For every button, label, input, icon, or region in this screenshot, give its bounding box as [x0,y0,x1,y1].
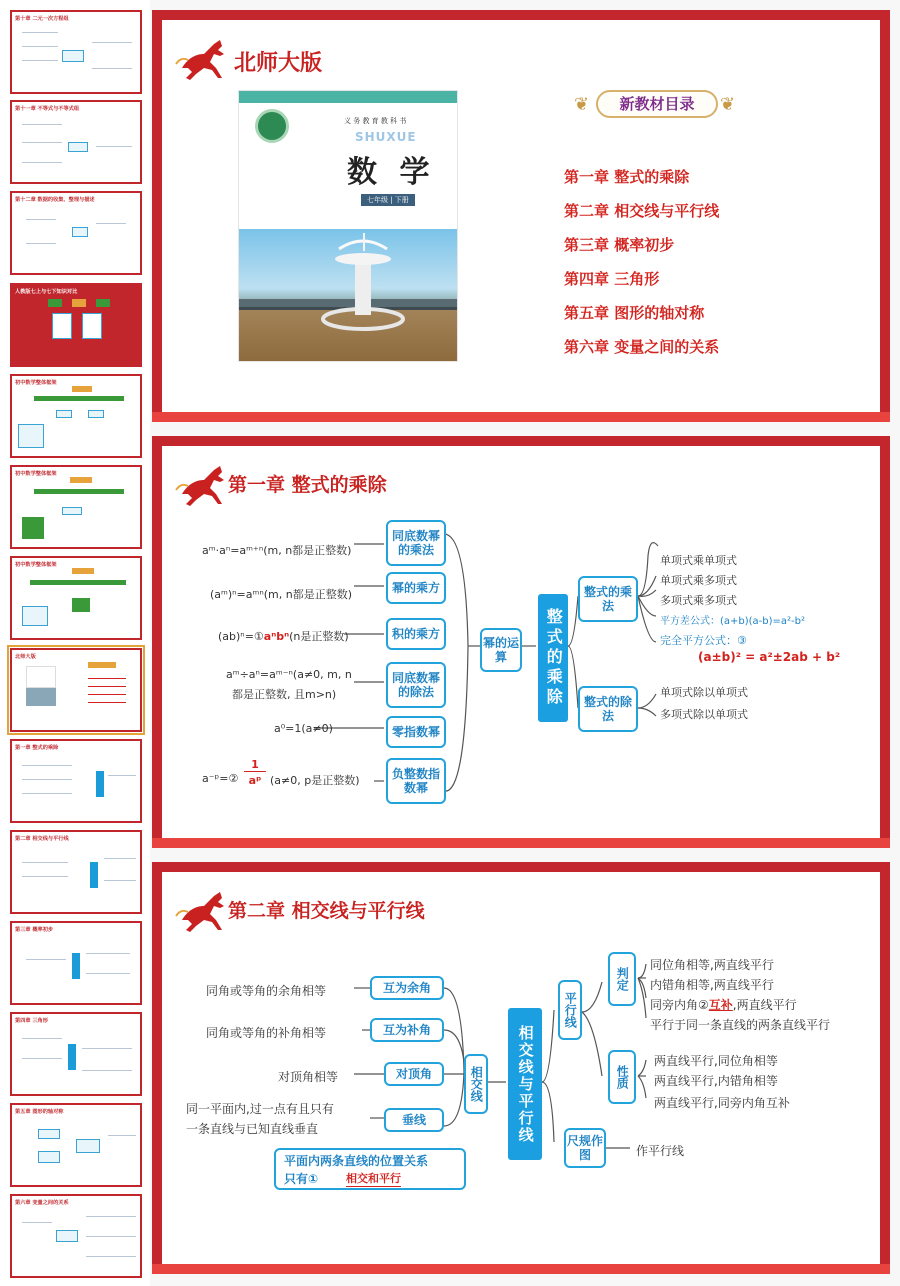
judge-item-3-suffix: ,两直线平行 [732,998,797,1012]
mult-item-perfect-square: 完全平方公式：③ [660,634,747,647]
thumbnail-line [88,678,126,679]
chapter-item[interactable]: 第六章 变量之间的关系 [564,338,720,356]
thumbnail-box [38,1129,60,1139]
thumbnail-box [88,410,104,418]
thumbnail-line [96,223,126,224]
judge-item-2: 内错角相等,两直线平行 [650,978,774,992]
thumbnail-line [22,793,72,794]
thumbnail-line [22,765,72,766]
thumbnail-box [18,424,44,448]
slide-canvas [162,20,880,412]
node-polynomial-multiplication[interactable]: 整式的乘法 [578,576,638,622]
thumbnail-title: 初中数学整体框架 [15,380,57,386]
thumbnail-tag [96,299,110,307]
node-power-operations[interactable]: 幂的运算 [480,628,522,672]
thumbnail-title: 人教版七上与七下知识对比 [15,289,78,295]
thumbnail-tag [72,386,92,392]
slide-thumbnail-4[interactable] [10,283,142,367]
node-same-base-multiply[interactable]: 同底数幂的乘法 [386,520,446,566]
bottom-note-line1: 平面内两条直线的位置关系 [284,1154,429,1168]
thumbnail-line [108,1135,136,1136]
judge-item-3 [650,996,797,1013]
note-supplement-angles: 同角或等角的补角相等 [206,1026,327,1040]
answer-2-supplementary: 互补 [708,998,733,1012]
slide-canvas [162,872,880,1264]
textbook-cover [238,90,458,362]
chapter-list [564,160,719,364]
thumbnail-title: 初中数学整体框架 [15,471,57,477]
thumbnail-book [52,313,72,339]
rule-power-of-product-prefix [218,628,349,644]
thumbnail-line [26,243,56,244]
node-intersecting-lines[interactable]: 相交线 [464,1054,488,1114]
slide-thumbnail-8-selected[interactable] [10,648,142,732]
thumbnail-title: 初中数学整体框架 [15,562,57,568]
thumbnail-line [108,775,136,776]
slide-thumbnail-7[interactable] [10,556,142,640]
thumbnail-line [22,46,58,47]
node-perpendicular[interactable]: 垂线 [384,1108,444,1132]
slide-chapter1-mindmap[interactable] [152,436,890,848]
chapter-item[interactable]: 第四章 三角形 [564,270,660,288]
thumbnail-tag [88,662,116,668]
node-negative-exponent[interactable]: 负整数指数幂 [386,758,446,804]
mult-item-1: 单项式乘单项式 [660,554,737,567]
note-vertical-angles: 对顶角相等 [278,1070,339,1084]
thumbnail-box [68,142,88,152]
thumbnail-bar [30,580,126,585]
mult-item-3: 多项式乘多项式 [660,594,737,607]
bridge-illustration [239,229,457,363]
thumbnail-line [92,68,132,69]
rule-negative-exponent-suffix: (a≠0, p是正整数) [270,774,360,787]
thumbnail-line [22,779,72,780]
answer-1-intersect-parallel: 相交和平行 [346,1172,401,1185]
laurel-left-icon: ❦ [574,94,590,115]
decorative-band [152,1264,890,1274]
node-parallel-lines[interactable]: 平行线 [558,980,582,1040]
slide-thumbnail-9[interactable] [10,739,142,823]
thumbnail-line [104,880,136,881]
node-power-of-product[interactable]: 积的乘方 [386,618,446,650]
thumbnail-title: 第十一章 不等式与不等式组 [15,106,80,112]
judge-item-1: 同位角相等,两直线平行 [650,958,774,972]
answer-3-formula: (a±b)² = a²±2ab + b² [698,650,841,664]
thumbnail-line [92,42,132,43]
thumbnail-line [86,953,130,954]
thumbnail-line [22,60,58,61]
thumbnail-title: 第二章 相交线与平行线 [15,836,69,842]
rule-same-base-multiply: aᵐ·aⁿ=aᵐ⁺ⁿ(m, n都是正整数) [202,544,352,557]
decorative-band [152,838,890,848]
rule-power-of-product-suffix: (n是正整数) [289,630,349,643]
thumbnail-line [88,702,126,703]
slide-thumbnail-13[interactable] [10,1103,142,1187]
thumbnail-box [22,517,44,539]
chapter-item[interactable]: 第一章 整式的乘除 [564,168,690,186]
slide-thumbnail-1[interactable] [10,10,142,94]
thumbnail-bar [72,953,80,979]
thumbnail-line [96,146,132,147]
property-item-3: 两直线平行,同旁内角互补 [654,1096,790,1110]
rule-power-of-power: (aᵐ)ⁿ=aᵐⁿ(m, n都是正整数) [210,588,353,601]
thumbnail-line [104,858,136,859]
thumbnail-line [22,1222,52,1223]
thumbnail-box [72,598,90,612]
catalog-plate [596,90,718,118]
slide-thumbnail-12[interactable] [10,1012,142,1096]
node-polynomial-division[interactable]: 整式的除法 [578,686,638,732]
thumbnail-box [56,1230,78,1242]
node-supplementary-angles[interactable]: 互为补角 [370,1018,444,1042]
mult-item-2: 单项式乘多项式 [660,574,737,587]
thumbnail-line [22,162,62,163]
slide-thumbnail-2[interactable] [10,100,142,184]
construct-item: 作平行线 [636,1144,685,1158]
bottom-note-box[interactable] [274,1148,466,1190]
thumbnail-tag [70,477,92,483]
cover-stripe [239,91,457,103]
slide-thumbnail-panel[interactable] [0,0,150,1286]
thumbnail-book [26,666,56,688]
thumbnail-line [22,862,68,863]
thumbnail-tag [48,299,62,307]
thumbnail-title: 第四章 三角形 [15,1018,48,1024]
slide-title: 第二章 相交线与平行线 [228,900,425,922]
thumbnail-title: 第三章 概率初步 [15,927,54,933]
thumbnail-bar [90,862,98,888]
thumbnail-bar [96,771,104,797]
thumbnail-line [88,686,126,687]
thumbnail-photo [26,688,56,706]
slide-canvas [162,446,880,838]
thumbnail-line [22,142,62,143]
thumbnail-title: 第六章 变量之间的关系 [15,1200,69,1206]
rule-same-base-divide-1: aᵐ÷aⁿ=aᵐ⁻ⁿ(a≠0, m, n [226,668,352,681]
thumbnail-box [62,507,82,515]
thumbnail-title: 第一章 整式的乘除 [15,745,59,751]
slide-thumbnail-5[interactable] [10,374,142,458]
thumbnail-box [22,606,48,626]
slide-chapter2-mindmap[interactable] [152,862,890,1274]
thumbnail-line [86,973,130,974]
thumbnail-box [62,50,84,62]
thumbnail-title: 北师大版 [15,654,36,660]
thumbnail-line [86,1256,136,1257]
slide-title: 第一章 整式的乘除 [228,474,387,496]
thumbnail-line [88,694,126,695]
book-pinyin: SHUXUE [355,130,417,144]
thumbnail-title: 第十二章 数据的收集、整理与描述 [15,197,95,203]
catalog-label: 新教材目录 [619,95,695,113]
thumbnail-line [86,1216,136,1217]
node-center-intersect-parallel[interactable]: 相交线与平行线 [508,1008,542,1160]
slide-beishida-cover[interactable] [152,10,890,422]
judge-item-4: 平行于同一条直线的两条直线平行 [650,1018,831,1032]
thumbnail-line [82,1048,132,1049]
thumbnail-line [22,124,62,125]
thumbnail-line [86,1236,136,1237]
publisher-emblem-icon [255,109,289,143]
thumbnail-box [38,1151,60,1163]
thumbnail-line [26,219,56,220]
note-complement-angles: 同角或等角的余角相等 [206,984,327,998]
property-item-1: 两直线平行,同位角相等 [654,1054,778,1068]
book-series: 义 务 教 育 教 科 书 [344,117,407,125]
catalog-badge [572,86,742,122]
thumbnail-tag [72,568,94,574]
answer-1: aⁿbⁿ [263,630,290,643]
chapter-item[interactable]: 第二章 相交线与平行线 [564,202,720,220]
node-vertical-angles[interactable]: 对顶角 [384,1062,444,1086]
thumbnail-vs-tag [72,299,86,307]
thumbnail-box [56,410,72,418]
div-item-2: 多项式除以单项式 [660,708,748,721]
answer-2-numerator: 1 [244,758,266,772]
laurel-right-icon: ❦ [720,94,736,115]
thumbnail-title: 第十章 二元一次方程组 [15,16,69,22]
rule-power-of-product-text: (ab)ⁿ=① [218,630,264,643]
thumbnail-bar [34,489,124,494]
note-perpendicular-1: 同一平面内,过一点有且只有 [186,1102,334,1116]
rule-negative-exponent-prefix: a⁻ᵖ=② [202,772,239,785]
slide-thumbnail-3[interactable] [10,191,142,275]
node-complementary-angles[interactable]: 互为余角 [370,976,444,1000]
node-judge[interactable]: 判定 [608,952,636,1006]
thumbnail-line [22,1038,62,1039]
node-power-of-power[interactable]: 幂的乘方 [386,572,446,604]
node-zero-exponent[interactable]: 零指数幂 [386,716,446,748]
cover-photo-bridge [239,229,457,361]
slide-thumbnail-11[interactable] [10,921,142,1005]
thumbnail-box [72,227,88,237]
rule-same-base-divide-2: 都是正整数, 且m>n) [232,688,337,701]
answer-2-denominator: aᵖ [248,774,262,787]
mult-item-difference-of-squares: 平方差公式：(a+b)(a-b)=a²-b² [660,616,806,627]
slide-thumbnail-10[interactable] [10,830,142,914]
thumbnail-line [22,1058,62,1059]
chapter-item[interactable]: 第五章 图形的轴对称 [564,304,705,322]
node-center-polynomial-multiply-divide[interactable]: 整式的乘除 [538,594,568,722]
div-item-1: 单项式除以单项式 [660,686,748,699]
bottom-note-line2: 只有① [284,1172,319,1186]
node-property[interactable]: 性质 [608,1050,636,1104]
note-perpendicular-2: 一条直线与已知直线垂直 [186,1122,319,1136]
thumbnail-bar [68,1044,76,1070]
decorative-band [152,412,890,422]
slide-title: 北师大版 [234,51,323,76]
slide-thumbnail-6[interactable] [10,465,142,549]
book-grade: 七年级 | 下册 [361,194,415,206]
thumbnail-line [22,32,58,33]
judge-item-3-prefix: 同旁内角② [650,998,709,1012]
thumbnail-box [76,1139,100,1153]
slide-thumbnail-14[interactable] [10,1194,142,1278]
thumbnail-line [22,876,68,877]
thumbnail-line [26,959,66,960]
thumbnail-line [82,1070,132,1071]
thumbnail-title: 第五章 图形的轴对称 [15,1109,64,1115]
node-same-base-divide[interactable]: 同底数幂的除法 [386,662,446,708]
node-construction[interactable]: 尺规作图 [564,1128,606,1168]
book-subject: 数 学 [347,155,436,190]
property-item-2: 两直线平行,内错角相等 [654,1074,778,1088]
chapter-item[interactable]: 第三章 概率初步 [564,236,675,254]
horse-logo-icon [174,34,234,84]
thumbnail-bar [34,396,124,401]
rule-zero-exponent: a⁰=1(a≠0) [274,722,333,735]
thumbnail-book [82,313,102,339]
